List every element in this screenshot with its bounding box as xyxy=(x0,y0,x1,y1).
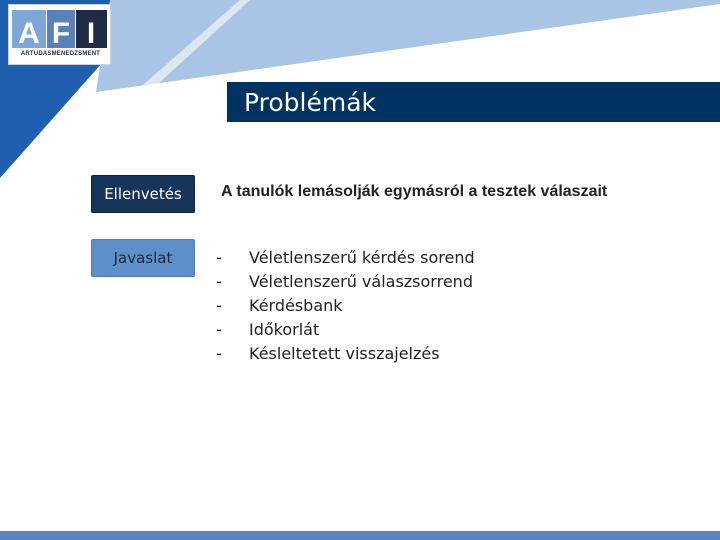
problem-label: Ellenvetés xyxy=(91,175,195,213)
list-marker: - xyxy=(216,272,222,291)
list-marker: - xyxy=(216,296,222,315)
solution-list xyxy=(212,248,475,368)
list-item xyxy=(212,344,475,368)
list-item-text: Kérdésbank xyxy=(249,296,343,315)
slide-title: Problémák xyxy=(244,88,377,117)
logo-letter-f: F xyxy=(51,17,71,49)
title-bar xyxy=(227,82,720,122)
logo-letter-i: I xyxy=(86,17,96,49)
list-item xyxy=(212,320,475,344)
list-marker: - xyxy=(216,344,222,363)
list-item xyxy=(212,296,475,320)
company-logo xyxy=(8,4,111,65)
list-item-text: Késleltetett visszajelzés xyxy=(249,344,440,363)
list-item-text: Időkorlát xyxy=(249,320,320,339)
problem-statement: A tanulók lemásolják egymásról a tesztek válaszait xyxy=(221,183,608,200)
list-item xyxy=(212,248,475,272)
logo-letter-a: A xyxy=(18,17,40,49)
list-marker: - xyxy=(216,320,222,339)
list-item-text: Véletlenszerű válaszsorrend xyxy=(249,272,473,291)
bottom-bar xyxy=(0,531,720,540)
logo-caption: ARTUDASMENEDZSMENT xyxy=(20,51,101,57)
list-item xyxy=(212,272,475,296)
solution-label: Javaslat xyxy=(91,239,195,277)
list-item-text: Véletlenszerű kérdés sorend xyxy=(249,248,475,267)
list-marker: - xyxy=(216,248,222,267)
